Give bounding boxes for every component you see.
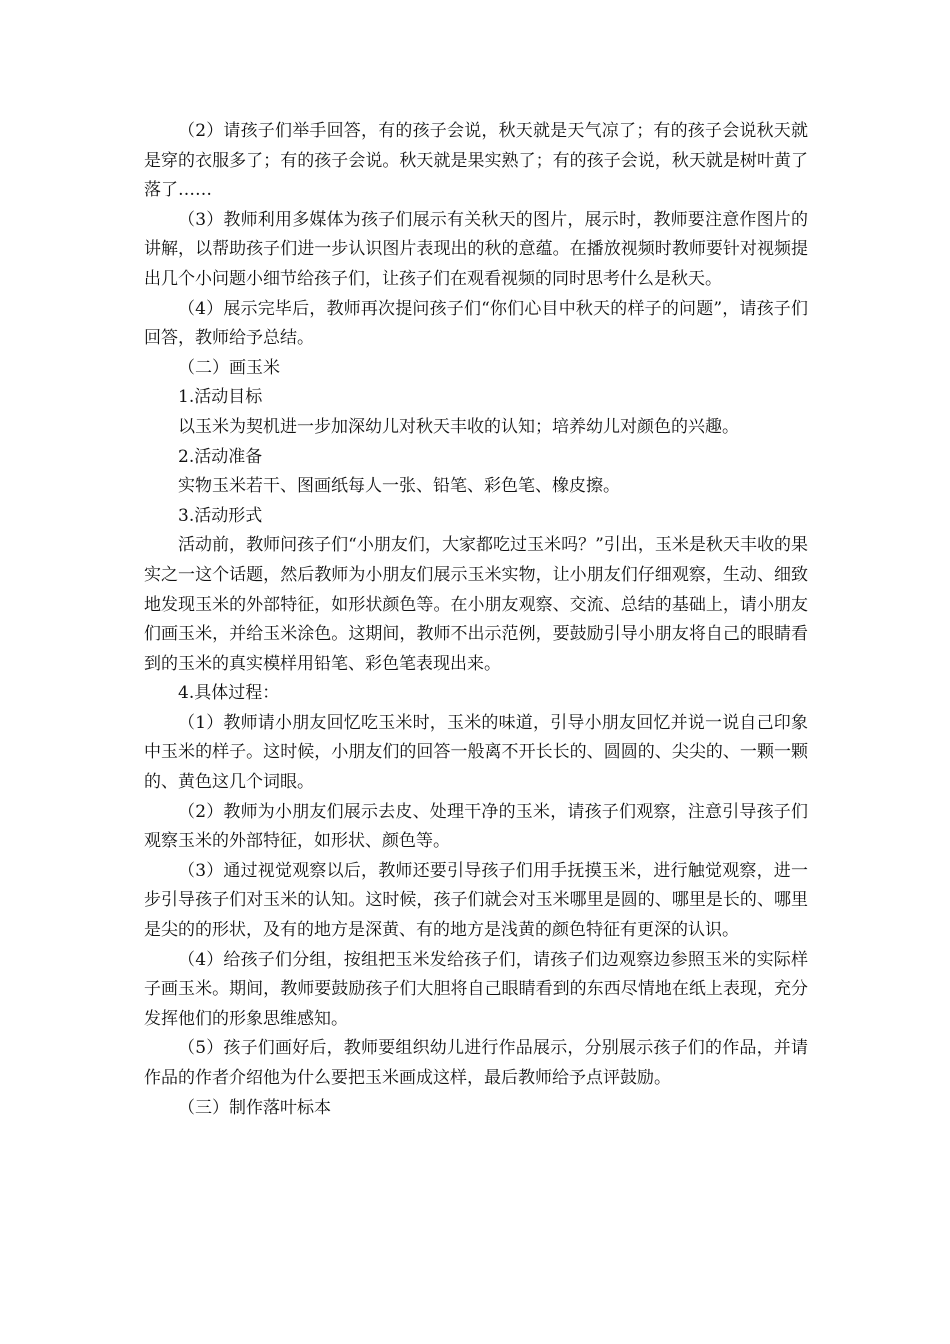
section-heading-draw-corn: （二）画玉米 (178, 357, 280, 378)
paragraph-process-step-3: （3）通过视觉观察以后，教师还要引导孩子们用手抚摸玉米，进行触觉观察，进一步引导孩子们对玉米的认知。这时候，孩子们就会对玉米哪里是圆的、哪里是长的、哪里是尖的的形状，及有的地方是深黄、有的地方是浅黄的颜色特征有更深的认识。 (144, 860, 808, 941)
subheading-activity-goal: 1.活动目标 (178, 387, 263, 408)
paragraph-process-step-5: （5）孩子们画好后，教师要组织幼儿进行作品展示，分别展示孩子们的作品，并请作品的作者介绍他为什么要把玉米画成这样，最后教师给予点评鼓励。 (144, 1038, 808, 1088)
paragraph-step-4-summary: （4）展示完毕后，教师再次提问孩子们“你们心目中秋天的样子的问题”，请孩子们回答，教师给予总结。 (144, 298, 808, 349)
subheading-activity-preparation: 2.活动准备 (178, 446, 263, 467)
subheading-specific-process: 4.具体过程： (178, 683, 280, 704)
paragraph-activity-form: 活动前，教师问孩子们“小朋友们，大家都吃过玉米吗？”引出，玉米是秋天丰收的果实之一这个话题，然后教师为小朋友们展示玉米实物，让小朋友们仔细观察，生动、细致地发现玉米的外部特征，如形状颜色等。在小朋友观察、交流、总结的基础上，请小朋友们画玉米，并给玉米涂色。这期间，教师不出示范例，要鼓励引导小朋友将自己的眼睛看到的玉米的真实模样用铅笔、彩色笔表现出来。 (144, 535, 808, 674)
document-body (144, 117, 808, 1123)
paragraph-process-step-4: （4）给孩子们分组，按组把玉米发给孩子们，请孩子们边观察边参照玉米的实际样子画玉米。期间，教师要鼓励孩子们大胆将自己眼睛看到的东西尽情地在纸上表现，充分发挥他们的形象思维感知。 (144, 949, 808, 1029)
subheading-activity-form: 3.活动形式 (178, 505, 263, 526)
section-heading-leaf-specimen: （三）制作落叶标本 (178, 1097, 331, 1118)
paragraph-activity-goal: 以玉米为契机进一步加深幼儿对秋天丰收的认知；培养幼儿对颜色的兴趣。 (178, 416, 739, 437)
paragraph-activity-preparation: 实物玉米若干、图画纸每人一张、铅笔、彩色笔、橡皮擦。 (178, 476, 620, 497)
paragraph-step-2-answers: （2）请孩子们举手回答，有的孩子会说，秋天就是天气凉了；有的孩子会说秋天就是穿的衣服多了；有的孩子会说。秋天就是果实熟了；有的孩子会说，秋天就是树叶黄了落了…… (144, 121, 808, 201)
paragraph-process-step-1: （1）教师请小朋友回忆吃玉米时，玉米的味道，引导小朋友回忆并说一说自己印象中玉米的样子。这时候，小朋友们的回答一般离不开长长的、圆圆的、尖尖的、一颗一颗的、黄色这几个词眼。 (144, 712, 808, 793)
paragraph-process-step-2: （2）教师为小朋友们展示去皮、处理干净的玉米，请孩子们观察，注意引导孩子们观察玉米的外部特征，如形状、颜色等。 (144, 801, 808, 852)
paragraph-step-3-multimedia: （3）教师利用多媒体为孩子们展示有关秋天的图片，展示时，教师要注意作图片的讲解，以帮助孩子们进一步认识图片表现出的秋的意蕴。在播放视频时教师要针对视频提出几个小问题小细节给孩子们，让孩子们在观看视频的同时思考什么是秋天。 (144, 209, 808, 289)
